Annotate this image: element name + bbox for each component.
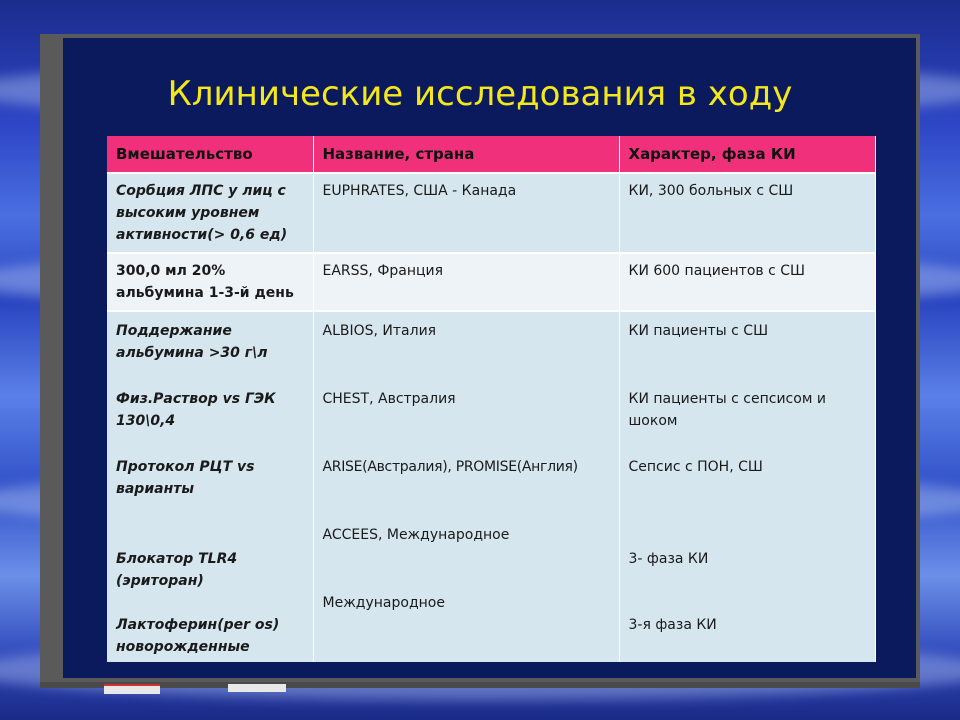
cell-text: КИ пациенты с СШ <box>628 323 769 339</box>
cell-text: ARISE(Австралия), PROMISE(Англия) <box>322 459 578 475</box>
cell-text: Протокол РЦТ vs варианты <box>116 459 255 497</box>
cell-text: Международное <box>322 595 445 611</box>
cell-text: Блокатор TLR4 (эриторан) <box>116 551 238 589</box>
trials-table <box>107 136 876 662</box>
cell-name <box>313 311 619 662</box>
table-header-row <box>107 136 875 173</box>
cell-text: КИ, 300 больных с СШ <box>628 183 794 199</box>
cell-intervention <box>107 311 313 662</box>
cell-text: Лактоферин(per os) новорожденные <box>116 617 280 655</box>
header-name-country: Название, страна <box>313 136 619 173</box>
cell-text: CHEST, Австралия <box>322 391 456 407</box>
table-row <box>107 173 875 253</box>
cell-text: КИ пациенты с сепсисом и шоком <box>628 391 826 429</box>
cell-text: 300,0 мл 20% альбумина 1-3-й день <box>116 263 294 301</box>
cell-text: Физ.Раствор vs ГЭК 130\0,4 <box>116 391 276 429</box>
cell-phase <box>619 311 875 662</box>
cell-intervention <box>107 173 313 253</box>
cell-text: 3-я фаза КИ <box>628 617 717 633</box>
cell-text: ALBIOS, Италия <box>322 323 437 339</box>
cell-phase <box>619 173 875 253</box>
cell-text: EARSS, Франция <box>322 263 444 279</box>
header-phase: Характер, фаза КИ <box>619 136 875 173</box>
cell-text: 3- фаза КИ <box>628 551 709 567</box>
header-intervention: Вмешательство <box>107 136 313 173</box>
bottom-strip <box>40 682 920 688</box>
slide-title: Клинические исследования в ходу <box>167 74 793 114</box>
cell-text: EUPHRATES, США - Канада <box>322 183 517 199</box>
sheet-tab[interactable] <box>104 684 160 694</box>
table-row <box>107 253 875 311</box>
cell-text: ACCEES, Международное <box>322 527 510 543</box>
cell-name <box>313 173 619 253</box>
cell-text: Поддержание альбумина >30 г\л <box>116 323 268 361</box>
cell-text: Сорбция ЛПС у лиц с высоким уровнем активности(> 0,6 ед) <box>116 183 288 243</box>
cell-text: КИ 600 пациентов с СШ <box>628 263 805 279</box>
cell-phase <box>619 253 875 311</box>
cell-text: Сепсис с ПОН, СШ <box>628 459 763 475</box>
table-row <box>107 311 875 662</box>
cell-name <box>313 253 619 311</box>
cell-intervention <box>107 253 313 311</box>
sheet-tab[interactable] <box>228 684 286 692</box>
